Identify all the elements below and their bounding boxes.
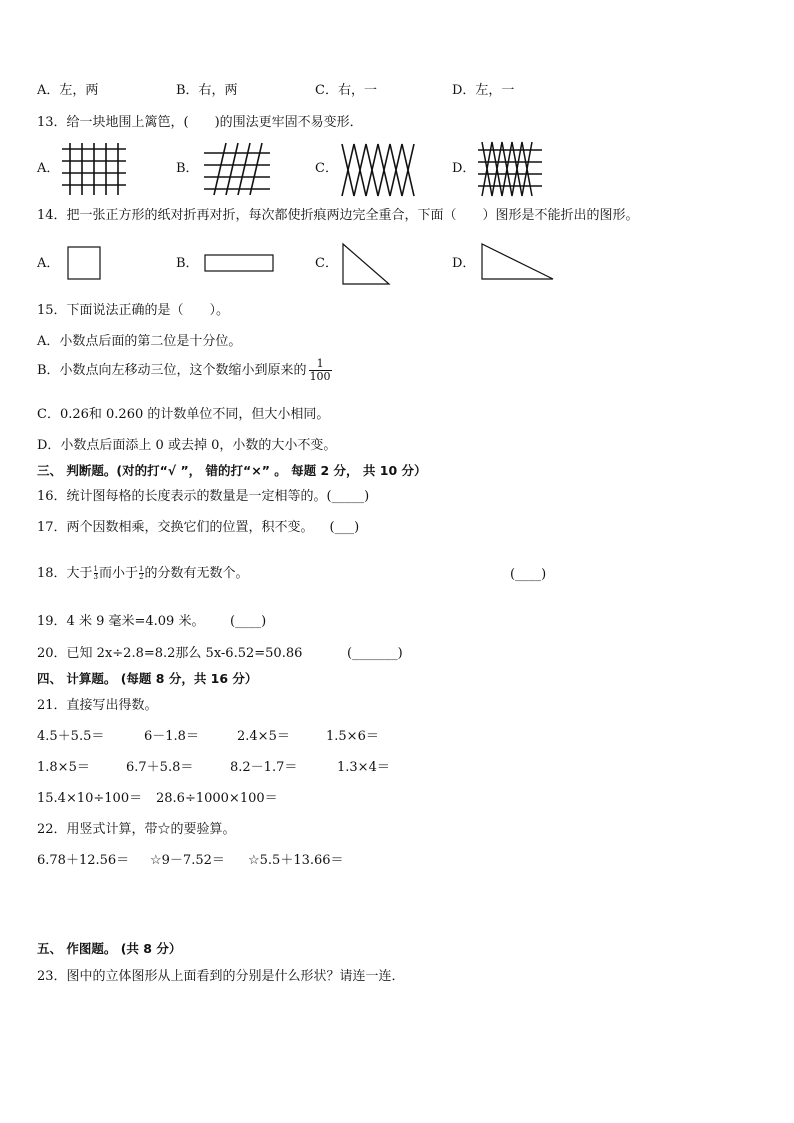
q20-answer-blank[interactable]: (_______) — [347, 646, 403, 661]
q23-stem: 23．图中的立体图形从上面看到的分别是什么形状？请连一连． — [37, 969, 405, 984]
q19 — [37, 613, 204, 631]
q21-r1-1: 4.5＋5.5＝ — [37, 729, 105, 744]
q15-stem: 15．下面说法正确的是（ ）。 — [37, 303, 230, 318]
q12-option-c: C．右，一 — [315, 83, 377, 98]
square-shape — [67, 246, 103, 282]
fence-slanted-grid-figure — [200, 141, 272, 197]
q20-text: 20．已知 2x÷2.8=8.2那么 5x-6.52=50.86 — [37, 646, 303, 661]
q12-option-d: D．左，一 — [452, 83, 515, 98]
q18-text-pre: 18．大于 — [37, 566, 93, 581]
q14-label-b: B． — [176, 256, 199, 271]
fraction-denominator: 2 — [139, 573, 144, 581]
q14-label-c: C． — [315, 256, 338, 271]
q17-answer-blank[interactable]: (___) — [329, 520, 360, 535]
q12-option-b: B．右，两 — [176, 83, 238, 98]
section-4-heading: 四、 计算题。 (每题 8 分，共 16 分） — [37, 671, 258, 686]
q21-stem: 21．直接写出得数。 — [37, 698, 158, 713]
q21-r3-2: 28.6÷1000×100＝ — [156, 791, 278, 806]
q13-label-c: C． — [315, 161, 338, 176]
q21-r2-4: 1.3×4＝ — [337, 760, 390, 775]
q22-item-3: ☆5.5＋13.66＝ — [248, 853, 344, 868]
q17 — [37, 519, 359, 537]
q22-stem: 22．用竖式计算，带☆的要验算。 — [37, 822, 236, 837]
fence-cross-figure — [340, 142, 420, 198]
q15-option-b-text: B．小数点向左移动三位，这个数缩小到原来的 — [37, 363, 307, 378]
q17-text: 17．两个因数相乘，交换它们的位置，积不变。 — [37, 520, 314, 535]
fence-grid-figure — [60, 141, 128, 197]
q14-label-d: D． — [452, 256, 476, 271]
q22-item-2: ☆9－7.52＝ — [150, 853, 225, 868]
right-isosceles-triangle-shape — [341, 242, 393, 286]
q21-r2-3: 8.2－1.7＝ — [230, 760, 298, 775]
q20 — [37, 645, 302, 663]
fraction-denominator: 3 — [93, 573, 99, 581]
q21-r2-2: 6.7＋5.8＝ — [126, 760, 194, 775]
section-5-heading: 五、 作图题。 (共 8 分） — [37, 941, 182, 956]
q14-stem: 14．把一张正方形的纸对折再对折，每次都使折痕两边完全重合，下面（ ）图形是不能折出的图形。 — [37, 208, 639, 223]
q21-r3-1: 15.4×10÷100＝ — [37, 791, 143, 806]
section-3-heading: 三、 判断题。(对的打“√ ”， 错的打“×” 。 每题 2 分， 共 10 分） — [37, 463, 427, 478]
fraction-numerator: 1 — [139, 565, 144, 573]
q18-text-mid: 而小于 — [99, 566, 139, 581]
q18-text-post: 的分数有无数个。 — [144, 566, 249, 581]
q16-answer-blank[interactable]: (_____) — [326, 489, 370, 504]
fraction-one-third — [94, 566, 98, 581]
q18 — [37, 565, 249, 583]
q16-text: 16．统计图每格的长度表示的数量是一定相等的。 — [37, 489, 327, 504]
q14-label-a: A． — [37, 256, 60, 271]
q18-answer-blank[interactable]: (____) — [510, 567, 547, 582]
fraction-numerator: 1 — [93, 565, 99, 573]
q16 — [37, 488, 369, 506]
q22-item-1: 6.78＋12.56＝ — [37, 853, 130, 868]
q21-r1-2: 6－1.8＝ — [144, 729, 199, 744]
q15-option-a: A．小数点后面的第二位是十分位。 — [37, 334, 242, 349]
q19-answer-blank[interactable]: (____) — [230, 614, 267, 629]
q15-option-d: D．小数点后面添上 0 或去掉 0，小数的大小不变。 — [37, 438, 337, 453]
q21-r1-4: 1.5×6＝ — [326, 729, 379, 744]
q13-label-b: B． — [176, 161, 199, 176]
fraction-denominator: 100 — [309, 370, 331, 383]
q12-option-a: A．左，两 — [37, 83, 99, 98]
fraction-numerator: 1 — [309, 358, 332, 371]
q13-stem: 13．给一块地围上篱笆，( )的围法更牢固不易变形． — [37, 115, 363, 130]
right-triangle-shape — [480, 242, 556, 282]
rectangle-shape — [204, 254, 276, 274]
q21-r2-1: 1.8×5＝ — [37, 760, 90, 775]
q19-text: 19．4 米 9 毫米=4.09 米。 — [37, 614, 205, 629]
q15-option-b — [37, 358, 334, 383]
q13-label-d: D． — [452, 161, 476, 176]
fraction-one-hundredth — [309, 358, 332, 383]
q21-r1-3: 2.4×5＝ — [237, 729, 290, 744]
fence-cross-grid-figure — [476, 140, 546, 198]
q13-label-a: A． — [37, 161, 60, 176]
q15-option-c: C．0.26和 0.260 的计数单位不同，但大小相同。 — [37, 407, 330, 422]
fraction-one-half — [139, 566, 143, 581]
